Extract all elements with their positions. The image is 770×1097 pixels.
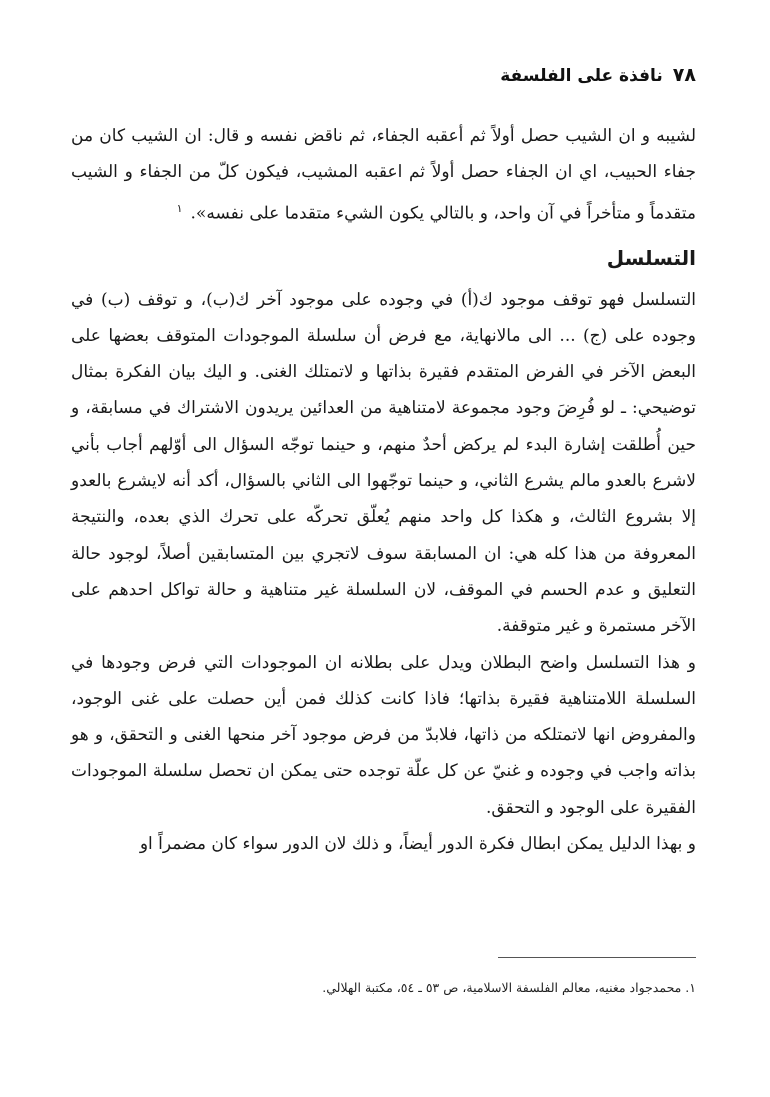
paragraph-circularity: و بهذا الدليل يمكن ابطال فكرة الدور أيضاً، و ذلك لان الدور سواء كان مضمراً او (139, 834, 696, 854)
main-text (71, 118, 696, 862)
page-number: ٧٨ (672, 64, 696, 86)
footnote-marker: ١ (176, 201, 183, 215)
book-title: نافذة على الفلسفة (500, 66, 663, 86)
section-heading: التسلسل (606, 245, 696, 270)
paragraph-refutation: و هذا التسلسل واضح البطلان ويدل على بطلانه ان الموجودات التي فرض وجودها في السلسلة اللامتناهية فقيرة بذاتها؛ فاذا كانت كذلك فمن أين حصلت على غنى الوجود، والمفروض انها لاتمتلكه من ذاتها، فلابدّ من فرض موجود آخر منحها الغنى و التحقق، و هو بذاته واجب في وجوده و غنيّ عن كل علّة توجده حتى يمكن ان تحصل سلسلة الموجودات الفقيرة على الوجود و التحقق. (71, 652, 696, 818)
running-header (74, 64, 696, 86)
footnote: ١. محمدجواد مغنيه، معالم الفلسفة الاسلامية، ص ٥٣ ـ ٥٤، مكتبة الهلالي. (322, 980, 696, 995)
paragraph-definition: التسلسل فهو توقف موجود ك(أ) في وجوده على موجود آخر ك(ب)، و توقف (ب) في وجوده على (ج) ... الى مالانهاية، مع فرض أن سلسلة الموجودات المتوقف بعضها على البعض الآخر في الفرض المتقدم فقيرة بذاتها و لاتمتلك الغنى. و اليك بيان الفكرة بمثال توضيحي: ـ لو فُرِضَ وجود مجموعة لامتناهية من العدائين يريدون الاشتراك في مسابقة، و حين أُطلقت إشارة البدء لم يركض أحدٌ منهم، و حينما توجّه السؤال الى أوّلهم أجاب بأني لاشرع بالعدو مالم يشرع الثاني، و حينما توجّهوا الى الثاني بالسؤال، أكد أنه لايشرع بالعدو إلا بشروع الثالث، و هكذا كل واحد منهم يُعلّق تحركّه على تحرك الذي بعده، والنتيجة المعروفة من هذا كله هي: ان المسابقة سوف لاتجري بين المتسابقين أصلاً، لوجود حالة التعليق و عدم الحسم في الموقف، لان السلسلة غير متناهية و حالة تواكل احدهم على الآخر مستمرة و غير متوقفة. (71, 289, 696, 637)
intro-paragraph-text: لشيبه و ان الشيب حصل أولاً ثم أعقبه الجفاء، ثم ناقض نفسه و قال: ان الشيب كان من جفاء الحبيب، اي ان الجفاء حصل أولاً ثم اعقبه المشيب، فيكون كلّ من الجفاء و الشيب متقدماً و متأخراً في آن واحد، و بالتالي يكون الشيء متقدما على نفسه». (71, 126, 696, 224)
intro-paragraph (71, 118, 696, 232)
footnote-divider (498, 957, 696, 958)
